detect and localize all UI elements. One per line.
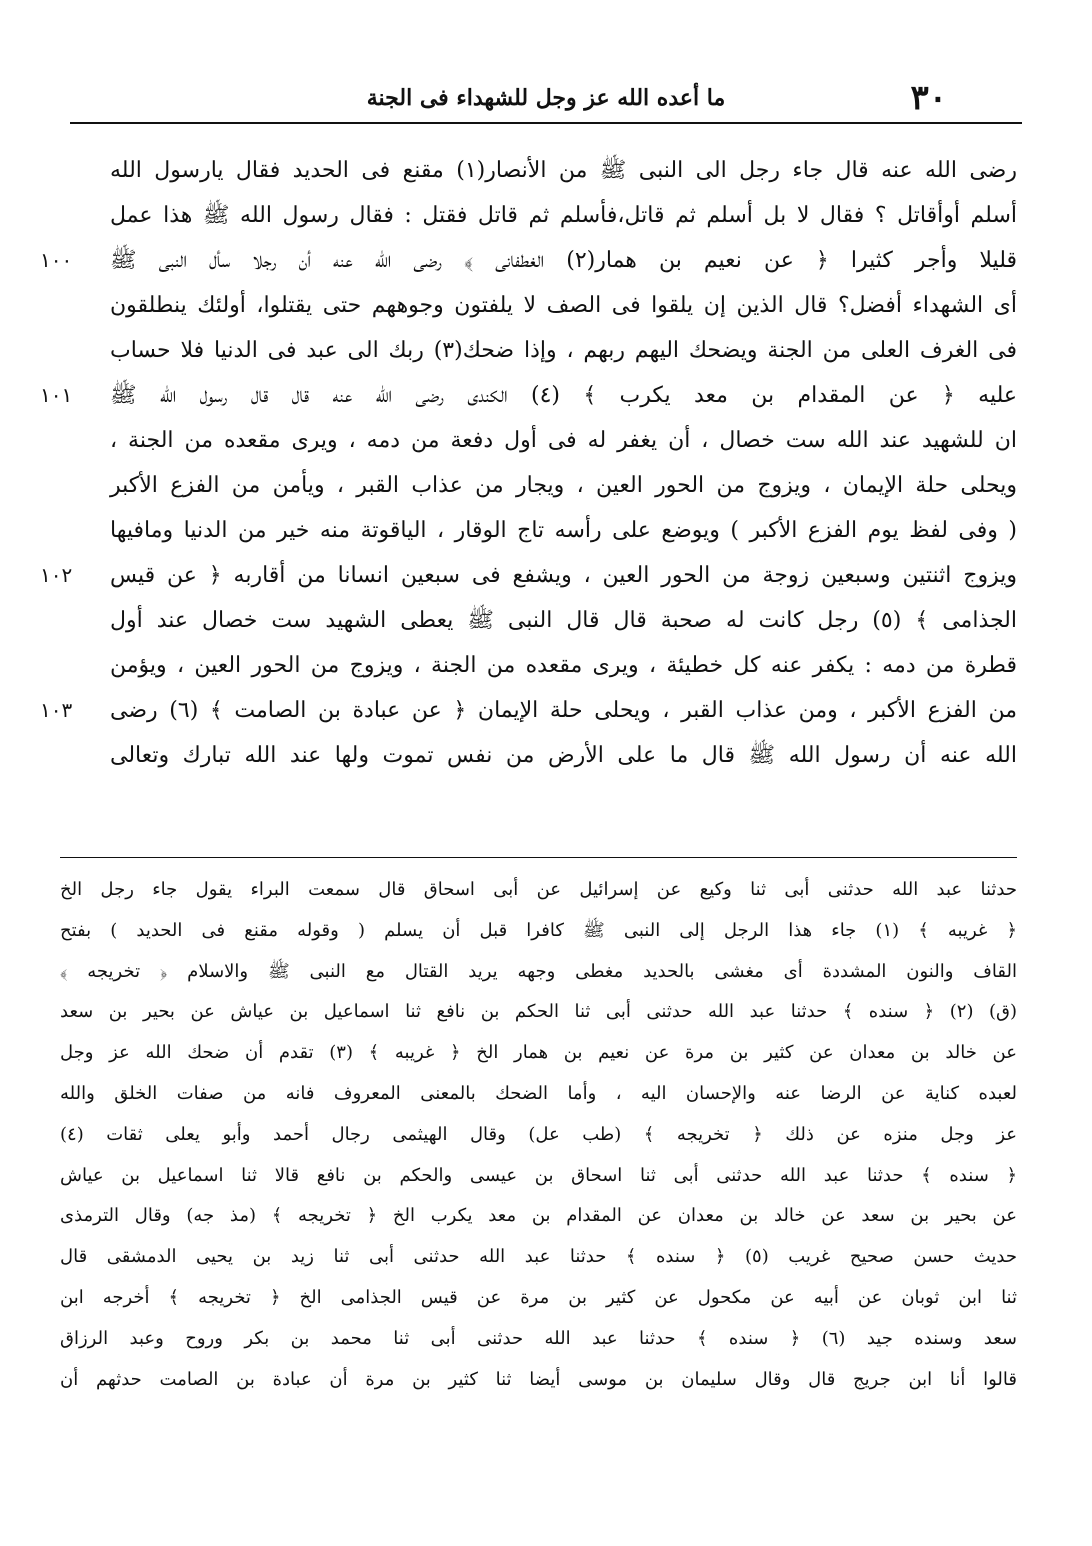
footnote-line: لعبده كناية عن الرضا عنه والإحسان اليه ، وأما الضحك بالمعنى المعروف فانه من صفات الخلق والله [60, 1082, 1017, 1104]
footnote-line: ﴿ غريبه ﴾ (١) جاء هذا الرجل إلى النبى ﷺ كافرا قبل أن يسلم ( وقوله مقنع فى الحديد ) بفتح [60, 919, 1017, 941]
footnote-line: عز وجل منزه عن ذلك ﴿ تخريجه ﴾ (طب عل) وقال الهيثمى رجال أحمد وأبو يعلى ثقات (٤) [60, 1123, 1017, 1145]
line-text: الله عنه أن رسول الله ﷺ قال ما على الأرض من نفس تموت ولها عند الله تبارك وتعالى [110, 743, 1017, 768]
text-line [40, 463, 1017, 508]
text-line [40, 598, 1017, 643]
page-header [70, 78, 1022, 118]
line-text: عليه ﴿ عن المقدام بن معد يكرب ﴾ (٤) الكندى رضى الله عنه قال قال رسول الله ﷺ [110, 383, 1017, 408]
text-line [40, 373, 1017, 418]
footnotes [60, 870, 1017, 1400]
footnote-line: عن خالد بن معدان عن كثير بن مرة عن نعيم بن همار الخ ﴿ غريبه ﴾ (٣) تقدم أن ضحك الله عز وجل [60, 1042, 1017, 1064]
hadith-number: ١٠٣ [40, 698, 73, 722]
line-text: ( وفى لفظ يوم الفزع الأكبر ) ويوضع على رأسه تاج الوقار ، الياقوتة منه خير من الدنيا ومافيها [110, 518, 1017, 543]
hadith-number: ١٠٢ [40, 563, 73, 587]
text-line [40, 733, 1017, 778]
text-line [40, 283, 1017, 328]
text-line [40, 508, 1017, 553]
footnote-line: ﴿ سنده ﴾ حدثنا عبد الله حدثنى أبى ثنا اسحاق بن عيسى والحكم بن نافع قالا ثنا اسماعيل بن عياش [60, 1164, 1017, 1186]
line-text: الجذامى ﴾ (٥) رجل كانت له صحبة قال قال النبى ﷺ يعطى الشهيد ست خصال عند أول [110, 608, 1017, 633]
text-line [40, 193, 1017, 238]
text-line [40, 643, 1017, 688]
hadith-number: ١٠٠ [40, 248, 73, 272]
footnote-line: عن بحير بن سعد عن خالد بن معدان عن المقدام بن معد يكرب الخ ﴿ تخريجه ﴾ (مذ جه) وقال الترمذى [60, 1205, 1017, 1227]
footnote-line: حدثنا عبد الله حدثنى أبى ثنا وكيع عن إسرائيل عن أبى اسحاق قال سمعت البراء يقول جاء رجل الخ [60, 879, 1017, 900]
line-text: رضى الله عنه قال جاء رجل الى النبى ﷺ من الأنصار(١) مقنع فى الحديد فقال يارسول الله [110, 158, 1017, 183]
text-line [40, 418, 1017, 463]
line-text: قطرة من دمه : يكفر عنه كل خطيئة ، ويرى مقعده من الجنة ، ويزوج من الحور العين ، ويؤمن [110, 653, 1017, 678]
footnote-line: القاف والنون المشددة أى مغشى بالحديد مغطى وجهه يريد القتال مع النبى ﷺ والاسلام ﴿ تخريجه ﴾ [60, 960, 1017, 982]
line-text: قليلا وأجر كثيرا ﴿ عن نعيم بن همار(٢) الغطفانى ﴾ رضى الله عنه أن رجلا سأل النبى ﷺ [110, 248, 1017, 273]
text-line [40, 238, 1017, 283]
line-text: ان للشهيد عند الله ست خصال ، أن يغفر له فى أول دفعة من دمه ، ويرى مقعده من الجنة ، [110, 428, 1017, 453]
footnote-rule [60, 857, 1017, 858]
line-text: أسلم أوأقاتل ؟ فقال لا بل أسلم ثم قاتل،فأسلم ثم قاتل فقتل : فقال رسول الله ﷺ هذا عمل [110, 203, 1017, 228]
text-line [40, 328, 1017, 373]
footnote-line: قالوا أنا ابن جريج قال وقال سليمان بن موسى أيضا ثنا كثير بن مرة أن عبادة بن الصامت حدثهم أن [60, 1368, 1017, 1390]
line-text: أى الشهداء أفضل؟ قال الذين إن يلقوا فى الصف لا يلفتون وجوههم حتى يقتلوا، أولئك ينطلقون [110, 293, 1017, 318]
footnote-line: حديث حسن صحيح غريب (٥) ﴿ سنده ﴾ حدثنا عبد الله حدثنى أبى ثنا زيد بن يحيى الدمشقى قال [60, 1246, 1017, 1268]
line-text: من الفزع الأكبر ، ومن عذاب القبر ، ويحلى حلة الإيمان ﴿ عن عبادة بن الصامت ﴾ (٦) رضى [110, 698, 1017, 723]
text-line [40, 688, 1017, 733]
line-text: ويحلى حلة الإيمان ، ويزوج من الحور العين ، ويجار من عذاب القبر ، ويأمن من الفزع الأكبر [110, 473, 1017, 498]
text-line [40, 148, 1017, 193]
main-text [40, 148, 1017, 778]
line-text: فى الغرف العلى من الجنة ويضحك اليهم ربهم ، وإذا ضحك(٣) ربك الى عبد فى الدنيا فلا حساب [110, 338, 1017, 363]
footnote-line: (ق) (٢) ﴿ سنده ﴾ حدثنا عبد الله حدثنى أبى ثنا الحكم بن نافع ثنا اسماعيل بن عياش عن بحير بن سعد [60, 1001, 1017, 1023]
hadith-number: ١٠١ [40, 383, 73, 407]
text-line [40, 553, 1017, 598]
line-text: ويزوج اثنتين وسبعين زوجة من الحور العين ، ويشفع فى سبعين انسانا من أقاربه ﴿ عن قيس [110, 563, 1017, 588]
footnote-line: ثنا ابن ثوبان عن أبيه عن مكحول عن كثير بن مرة عن قيس الجذامى الخ ﴿ تخريجه ﴾ أخرجه ابن [60, 1286, 1017, 1308]
running-title: ما أعده الله عز وجل للشهداء فى الجنة [366, 85, 726, 111]
page-number: ٣٠ [910, 78, 947, 118]
footnote-line: سعد وسنده جيد (٦) ﴿ سنده ﴾ حدثنا عبد الله حدثنى أبى ثنا محمد بن بكر وروح وعبد الرزاق [60, 1327, 1017, 1349]
header-rule [70, 122, 1022, 124]
